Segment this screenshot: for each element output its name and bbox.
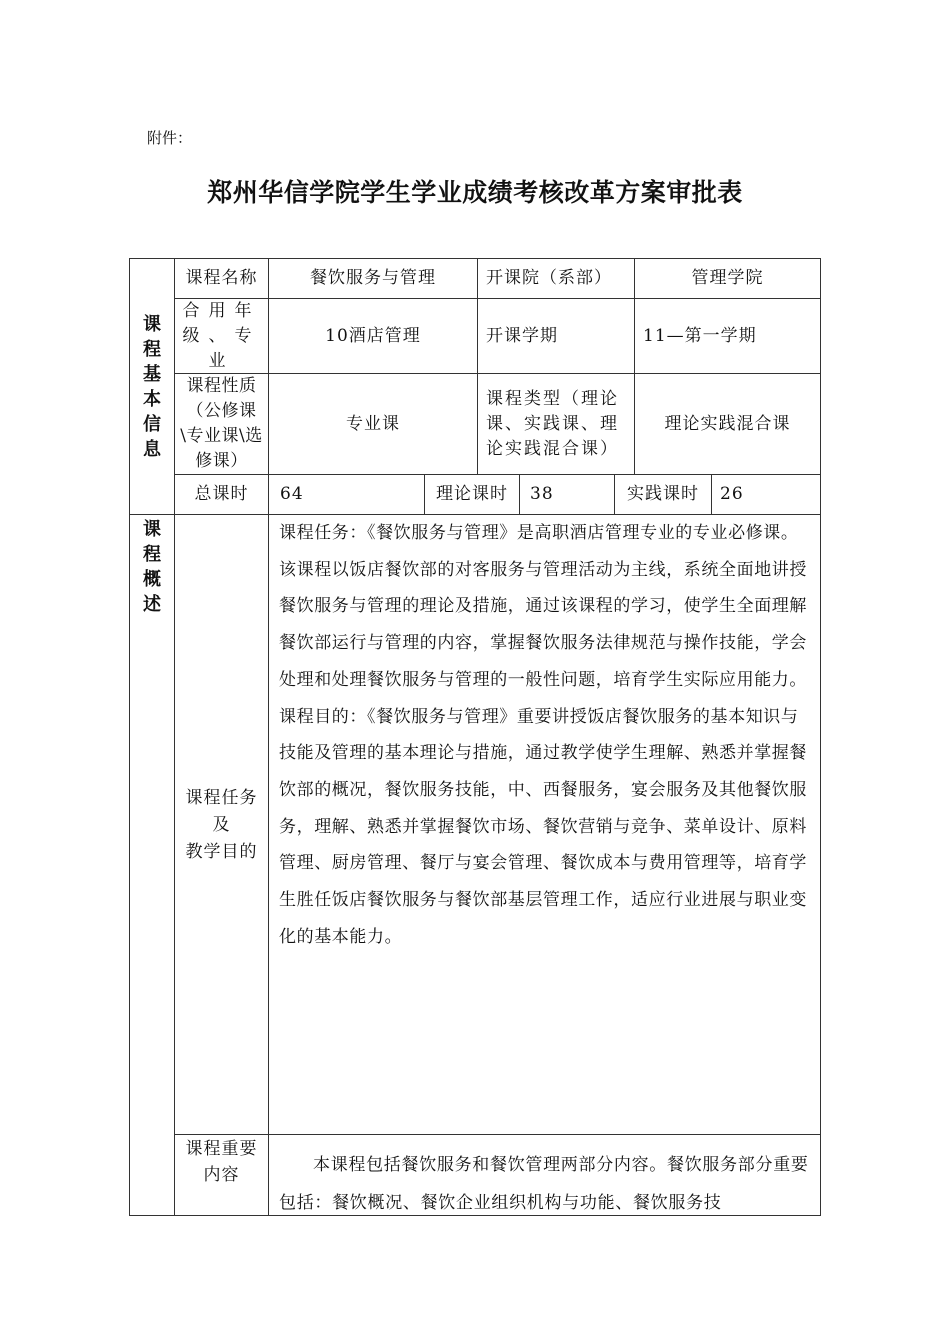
dept-value: 管理学院 — [691, 268, 764, 288]
theory-hours-label: 理论课时 — [436, 484, 508, 504]
course-name-value: 餐饮服务与管理 — [310, 268, 436, 288]
type-value: 理论实践混合课 — [664, 413, 791, 434]
practice-hours-value: 26 — [720, 484, 744, 504]
section-course-overview: 课程概述 — [143, 519, 161, 615]
theory-hours-value: 38 — [530, 484, 554, 504]
course-name-label: 课程名称 — [185, 268, 258, 288]
nature-value: 专业课 — [346, 413, 400, 434]
grade-value: 10酒店管理 — [325, 325, 421, 346]
task-goal-label-line1: 课程任务 — [185, 788, 258, 808]
nature-label: 课程性质（公修课\专业课\选修课） — [180, 376, 263, 471]
task-goal-label-line2: 及 — [212, 815, 231, 835]
semester-value: 11—第一学期 — [643, 325, 757, 346]
total-hours-value: 64 — [280, 484, 304, 504]
course-content-text: 本课程包括餐饮服务和餐饮管理两部分内容。餐饮服务部分重要包括：餐饮概况、餐饮企业组织机构与功能、餐饮服务技 — [279, 1155, 809, 1213]
practice-hours-label: 实践课时 — [627, 484, 699, 504]
content-label: 课程重要内容 — [185, 1139, 258, 1185]
type-label: 课程类型（理论课、实践课、理论实践混合课） — [486, 388, 619, 459]
page-title: 郑州华信学院学生学业成绩考核改革方案审批表 — [207, 178, 743, 207]
total-hours-label: 总课时 — [194, 484, 249, 504]
course-task-text: 课程任务：《餐饮服务与管理》是高职酒店管理专业的专业必修课。该课程以饭店餐饮部的对客服务与管理活动为主线，系统全面地讲授餐饮服务与管理的理论及措施，通过该课程的学习，使学生全面理解餐饮部运行与管理的内容，掌握餐饮服务法律规范与操作技能，学会处理和处理餐饮服务与管理的一般性问题，培育学生实际应用能力。 — [279, 523, 807, 690]
semester-label: 开课学期 — [486, 325, 558, 346]
dept-label: 开课院（系部） — [486, 268, 612, 288]
section-basic-info: 课程基本信息 — [143, 313, 161, 460]
task-goal-label-line3: 教学目的 — [185, 842, 258, 862]
attachment-label: 附件： — [147, 129, 193, 147]
grade-label: 合用年级、专业 — [182, 300, 261, 371]
course-goal-text: 课程目的：《餐饮服务与管理》重要讲授饭店餐饮服务的基本知识与技能及管理的基本理论与措施，通过教学使学生理解、熟悉并掌握餐饮部的概况，餐饮服务技能，中、西餐服务，宴会服务及其他餐饮服务，理解、熟悉并掌握餐饮市场、餐饮营销与竞争、菜单设计、原料管理、厨房管理、餐厅与宴会管理、餐饮成本与费用管理等，培育学生胜任饭店餐饮服务与餐饮部基层管理工作，适应行业进展与职业变化的基本能力。 — [279, 706, 807, 947]
